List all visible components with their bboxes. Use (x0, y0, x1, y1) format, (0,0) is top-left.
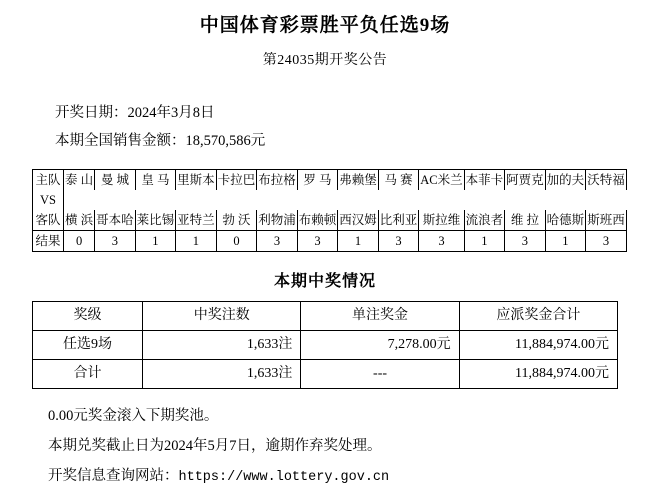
sales-amount-label: 本期全国销售金额： (55, 133, 186, 149)
result-row (33, 231, 627, 252)
prize-table (32, 301, 618, 389)
home-team-cell: 马 赛 (378, 170, 419, 191)
prize-header-count: 中奖注数 (143, 302, 301, 331)
result-cell: 1 (464, 231, 505, 252)
rollover-note: 0.00元奖金滚入下期奖池。 (48, 408, 219, 424)
result-cell: 3 (419, 231, 464, 252)
away-row-label: 客队 (33, 210, 64, 231)
match-table-container (0, 169, 650, 252)
website-url[interactable]: https://www.lottery.gov.cn (178, 470, 390, 485)
away-team-cell: 布赖顿 (297, 210, 338, 231)
away-team-cell: 哥本哈 (95, 210, 136, 231)
vs-spacer-cell (505, 190, 546, 210)
sales-amount-value: 18,570,586元 (185, 133, 266, 149)
prize-table-body (33, 331, 618, 389)
prize-header-per-bet: 单注奖金 (301, 302, 459, 331)
table-row (33, 331, 618, 360)
away-team-cell: 莱比锡 (135, 210, 176, 231)
away-team-cell: 流浪者 (464, 210, 505, 231)
draw-date-label: 开奖日期： (55, 105, 128, 121)
vs-spacer-cell (338, 190, 379, 210)
home-team-cell: 加的夫 (545, 170, 586, 191)
draw-date-line (55, 99, 650, 127)
page-subtitle: 第24035期开奖公告 (262, 53, 388, 68)
match-table-body (33, 170, 627, 252)
home-team-cell: 泰 山 (64, 170, 95, 191)
prize-section-title: 本期中奖情况 (273, 273, 376, 290)
result-cell: 0 (64, 231, 95, 252)
home-row-label: 主队 (33, 170, 64, 191)
away-team-cell: 横 浜 (64, 210, 95, 231)
result-cell: 3 (257, 231, 298, 252)
result-cell: 1 (338, 231, 379, 252)
home-team-cell: AC米兰 (419, 170, 464, 191)
vs-spacer-cell (545, 190, 586, 210)
draw-info-block (0, 99, 650, 155)
home-team-cell: 卡拉巴 (216, 170, 257, 191)
result-cell: 3 (95, 231, 136, 252)
prize-count-cell: 1,633注 (143, 331, 301, 360)
result-cell: 3 (586, 231, 627, 252)
away-team-cell: 利物浦 (257, 210, 298, 231)
prize-count-cell: 1,633注 (143, 360, 301, 389)
home-team-cell: 沃特福 (586, 170, 627, 191)
prize-table-head (33, 302, 618, 331)
vs-spacer-cell (176, 190, 217, 210)
away-team-row (33, 210, 627, 231)
home-team-row (33, 170, 627, 191)
prize-per-bet-cell: --- (301, 360, 459, 389)
result-cell: 1 (135, 231, 176, 252)
home-team-cell: 布拉格 (257, 170, 298, 191)
lottery-announcement-page (0, 10, 650, 497)
away-team-cell: 勃 沃 (216, 210, 257, 231)
vs-spacer-cell (297, 190, 338, 210)
vs-row-label: VS (33, 190, 64, 210)
home-team-cell: 本菲卡 (464, 170, 505, 191)
away-team-cell: 亚特兰 (176, 210, 217, 231)
away-team-cell: 西汉姆 (338, 210, 379, 231)
vs-spacer-cell (464, 190, 505, 210)
vs-spacer-cell (378, 190, 419, 210)
home-team-cell: 罗 马 (297, 170, 338, 191)
result-row-label: 结果 (33, 231, 64, 252)
home-team-cell: 曼 城 (95, 170, 136, 191)
draw-date-value: 2024年3月8日 (127, 105, 215, 121)
result-cell: 3 (297, 231, 338, 252)
home-team-cell: 里斯本 (176, 170, 217, 191)
vs-spacer-cell (216, 190, 257, 210)
prize-total-cell: 11,884,974.00元 (459, 331, 617, 360)
match-table (32, 169, 627, 252)
away-team-cell: 比利亚 (378, 210, 419, 231)
page-title: 中国体育彩票胜平负任选9场 (199, 15, 451, 36)
vs-spacer-cell (419, 190, 464, 210)
table-row (33, 360, 618, 389)
away-team-cell: 斯拉维 (419, 210, 464, 231)
vs-row (33, 190, 627, 210)
home-team-cell: 皇 马 (135, 170, 176, 191)
vs-spacer-cell (135, 190, 176, 210)
vs-spacer-cell (64, 190, 95, 210)
prize-header-total: 应派奖金合计 (459, 302, 617, 331)
prize-table-container (0, 301, 650, 389)
prize-level-cell: 合计 (33, 360, 143, 389)
prize-level-cell: 任选9场 (33, 331, 143, 360)
home-team-cell: 阿贾克 (505, 170, 546, 191)
vs-spacer-cell (95, 190, 136, 210)
website-note (48, 461, 650, 493)
away-team-cell: 维 拉 (505, 210, 546, 231)
vs-spacer-cell (586, 190, 627, 210)
deadline-note: 本期兑奖截止日为2024年5月7日，逾期作弃奖处理。 (48, 438, 382, 454)
prize-header-row (33, 302, 618, 331)
prize-header-level: 奖级 (33, 302, 143, 331)
result-cell: 1 (176, 231, 217, 252)
vs-spacer-cell (257, 190, 298, 210)
result-cell: 0 (216, 231, 257, 252)
result-cell: 3 (505, 231, 546, 252)
prize-total-cell: 11,884,974.00元 (459, 360, 617, 389)
away-team-cell: 哈德斯 (545, 210, 586, 231)
home-team-cell: 弗赖堡 (338, 170, 379, 191)
result-cell: 1 (545, 231, 586, 252)
sales-amount-line (55, 127, 650, 155)
website-label: 开奖信息查询网站： (48, 468, 179, 484)
notes-block (0, 401, 650, 493)
result-cell: 3 (378, 231, 419, 252)
away-team-cell: 斯班西 (586, 210, 627, 231)
prize-per-bet-cell: 7,278.00元 (301, 331, 459, 360)
